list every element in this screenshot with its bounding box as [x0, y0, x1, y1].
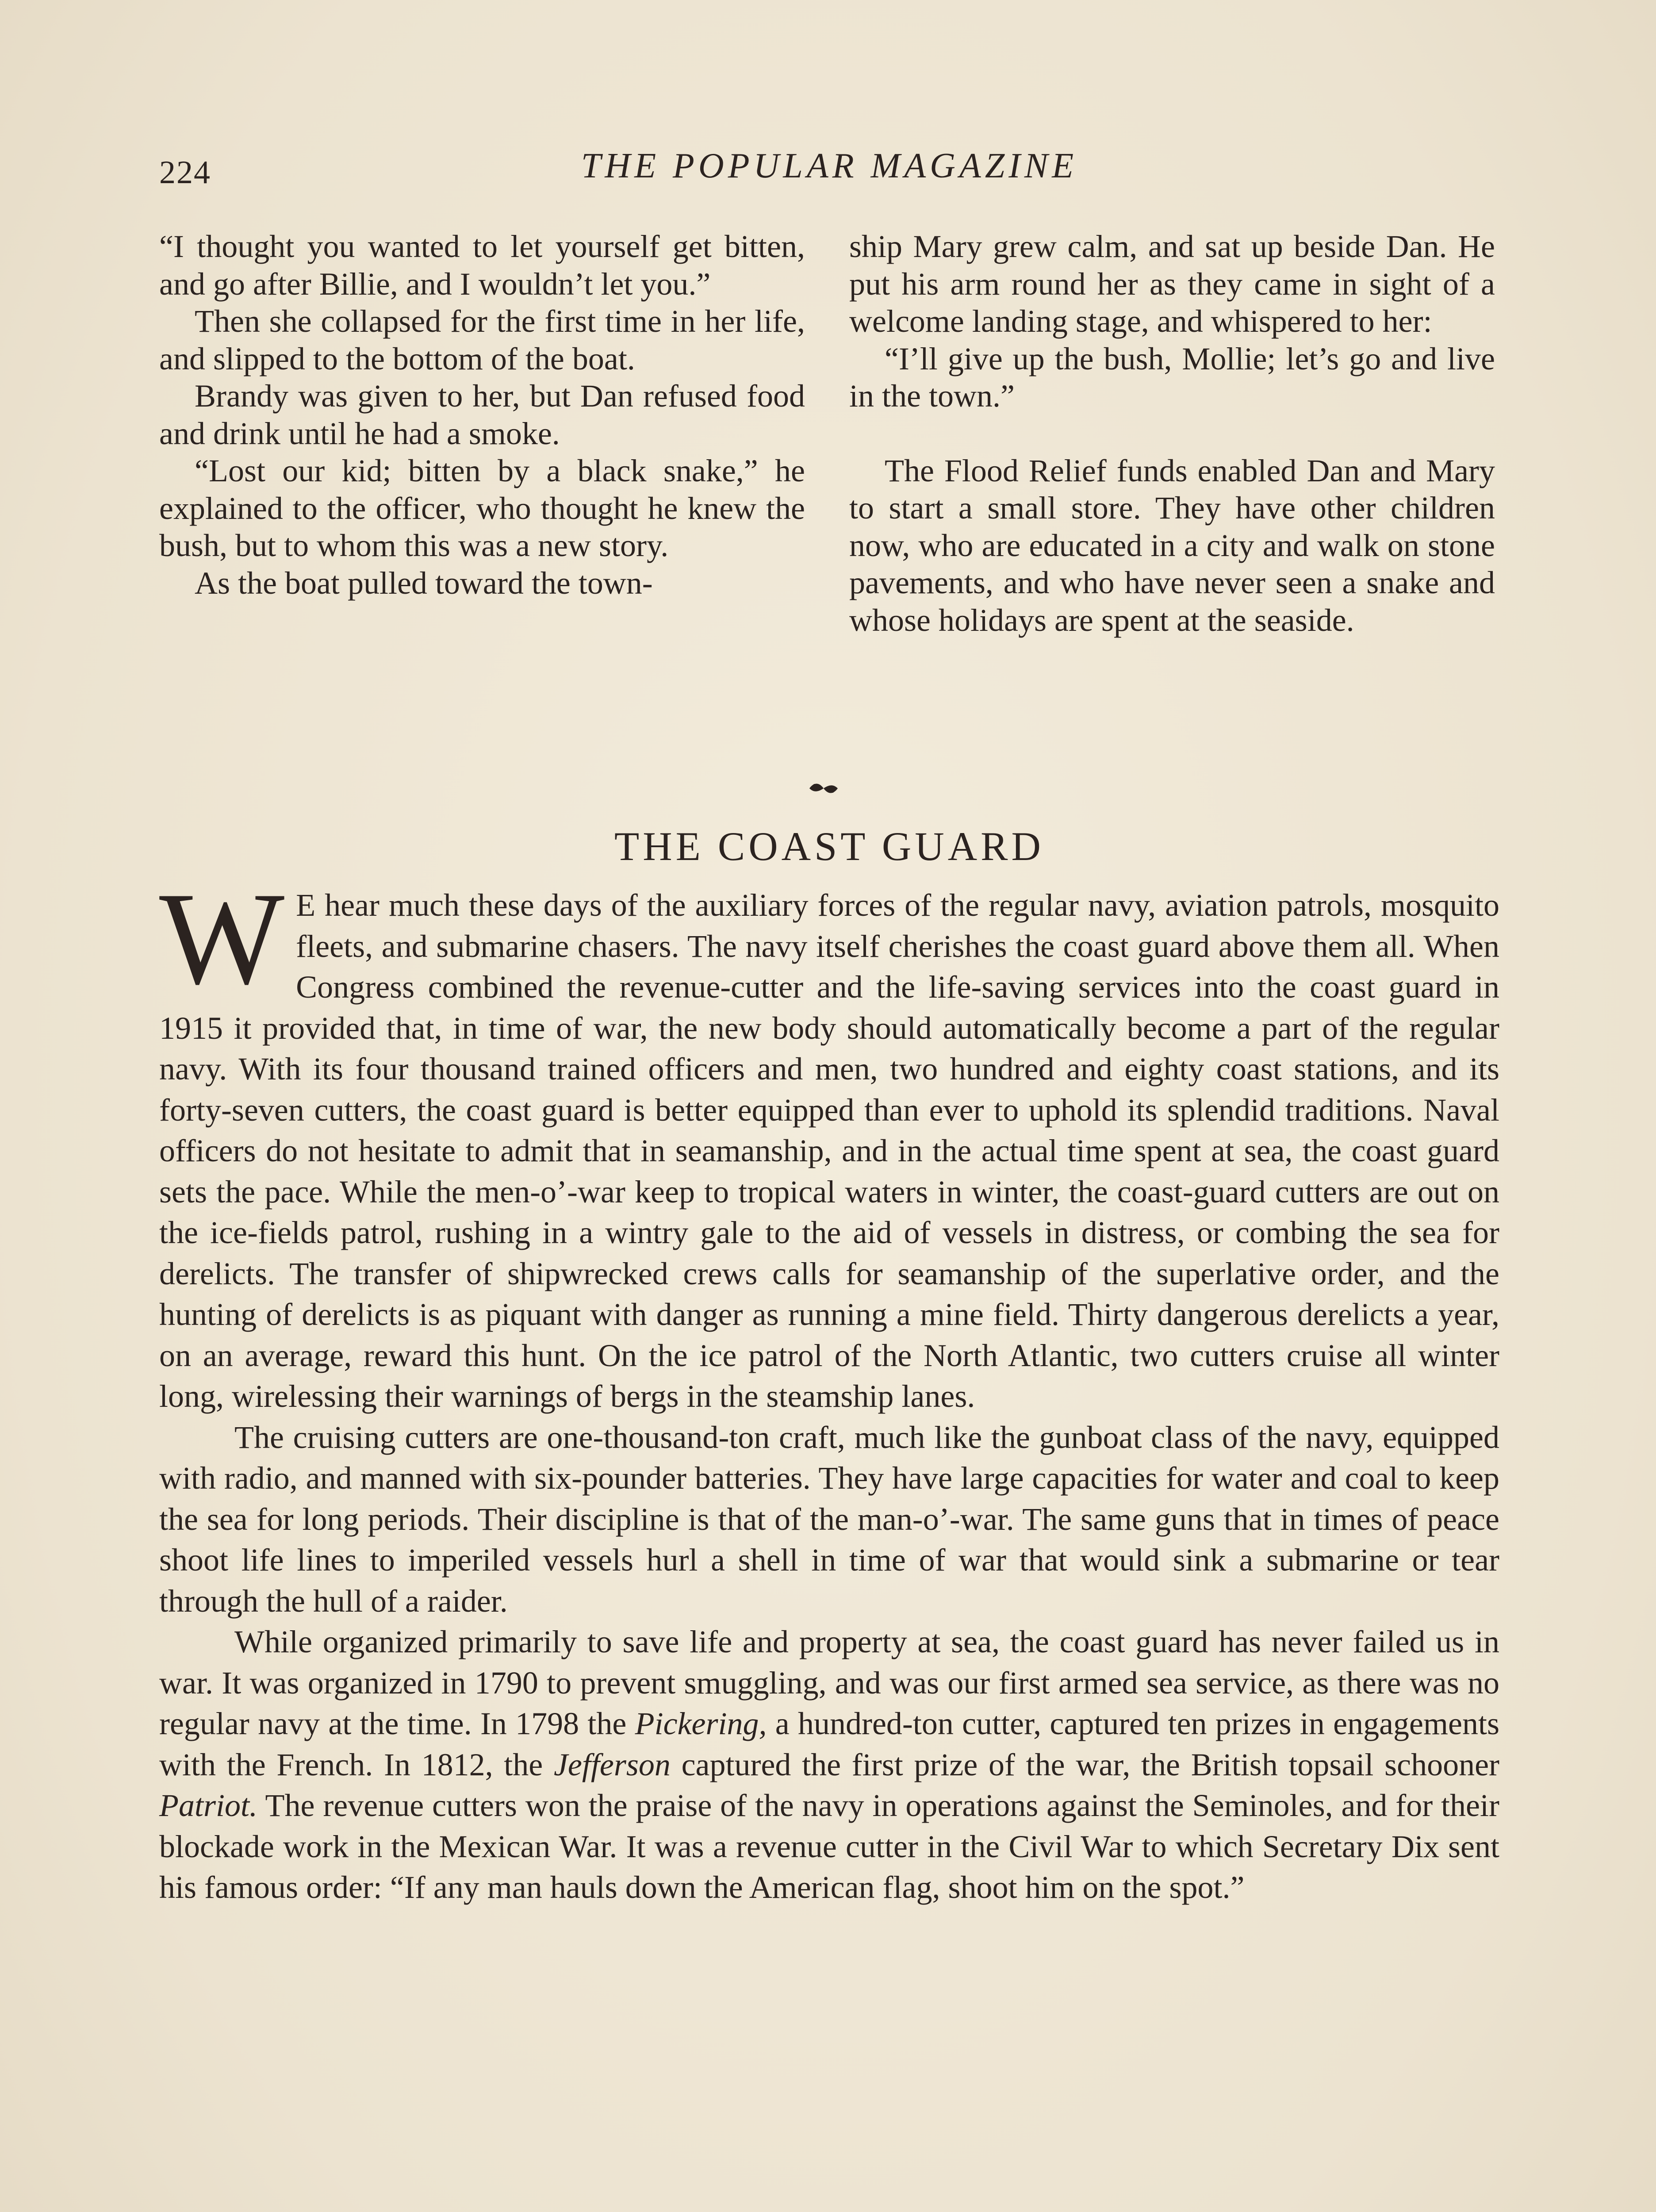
left-column: [159, 228, 805, 602]
paragraph: Then she collapsed for the first time in her life, and slipped to the bottom of the boat.: [159, 303, 805, 376]
paragraph-text: E hear much these days of the auxiliary forces of the regular navy, aviation patrols, mosquito fleets, and submarine chasers. The navy itself cherishes the coast guard above them all. When Congress combined the revenue-cutter and the life-saving services into the coast guard in 1915 it provided that, in time of war, the new body should automatically become a part of the regular navy. With its four thousand trained officers and men, two hundred and eighty coast stations, and its forty-seven cutters, the coast guard is better equipped than ever to uphold its splendid traditions. Naval officers do not hesitate to admit that in seamanship, and in the actual time spent at sea, the coast guard sets the pace. While the men-o’-war keep to tropical waters in winter, the coast-guard cutters are out on the ice-fields patrol, rushing in a wintry gale to the aid of vessels in distress, or combing the sea for derelicts. The transfer of shipwrecked crews calls for seamanship of the superlative order, and the hunting of derelicts is as piquant with danger as running a mine field. Thirty dangerous derelicts a year, on an average, reward this hunt. On the ice patrol of the North Atlantic, two cutters cruise all winter long, wirelessing their warnings of bergs in the steamship lanes.: [159, 887, 1499, 1414]
paragraph: The Flood Relief funds enabled Dan and Mary to start a small store. They have other children now, who are educated in a city and walk on stone pavements, and who have never seen a snake and whose holidays are spent at the seaside.: [849, 453, 1495, 638]
paragraph: The cruising cutters are one-thousand-ton craft, much like the gunboat class of the navy, equipped with radio, and manned with six-pounder batteries. They have large capacities for water and coal to keep the sea for long periods. Their discipline is that of the man-o’-war. The same guns that in times of peace shoot life lines to imperiled vessels hurl a shell in time of war that would sink a submarine or tear through the hull of a raider.: [159, 1419, 1499, 1619]
article-body: [159, 865, 1500, 1908]
text-run: a hundred-ton cutter, captured ten prizes in engagements with the French. In 1812, the: [159, 1706, 1499, 1782]
section-ornament-icon: [806, 780, 841, 797]
article-title: THE COAST GUARD: [614, 824, 1044, 869]
text-run: While organized primarily to save life and property at sea, the coast guard has never failed us in war. It was organized in 1790 to prevent smuggling, and was our first armed sea service, as there was no regular navy at the time. In 1798 the: [159, 1624, 1499, 1741]
right-column: [849, 228, 1495, 639]
ship-name: Jefferson: [553, 1747, 671, 1782]
paragraph: Brandy was given to her, but Dan refused food and drink until he had a smoke.: [159, 378, 805, 451]
paragraph: ship Mary grew calm, and sat up beside Dan. He put his arm round her as they came in sight of a welcome landing stage, and whispered to her:: [849, 229, 1495, 339]
story-conclusion: [159, 228, 1499, 759]
ship-name: Pickering,: [635, 1706, 767, 1741]
magazine-title: THE POPULAR MAGAZINE: [581, 146, 1078, 185]
text-run: The revenue cutters won the praise of the navy in operations against the Seminoles, and for their blockade work in the Mexican War. It was a revenue cutter in the Civil War to which Secretary Dix sent his famous order: “If any man hauls down the American flag, shoot him on the spot.”: [159, 1788, 1499, 1905]
drop-cap: W: [159, 865, 285, 1012]
paragraph: [159, 1621, 1499, 1908]
ship-name: Patriot.: [159, 1788, 258, 1823]
text-run: captured the first prize of the war, the British topsail schooner: [670, 1747, 1500, 1782]
paragraph: [159, 865, 1499, 1417]
running-head: [159, 146, 1499, 199]
paragraph: “I thought you wanted to let yourself get bitten, and go after Billie, and I wouldn’t let you.”: [159, 229, 805, 302]
page-number: 224: [159, 154, 211, 191]
paragraph: As the boat pulled toward the town-: [195, 565, 653, 601]
paragraph: “Lost our kid; bitten by a black snake,” he explained to the officer, who thought he knew the bush, but to whom this was a new story.: [159, 453, 805, 563]
paragraph: “I’ll give up the bush, Mollie; let’s go and live in the town.”: [849, 341, 1495, 414]
